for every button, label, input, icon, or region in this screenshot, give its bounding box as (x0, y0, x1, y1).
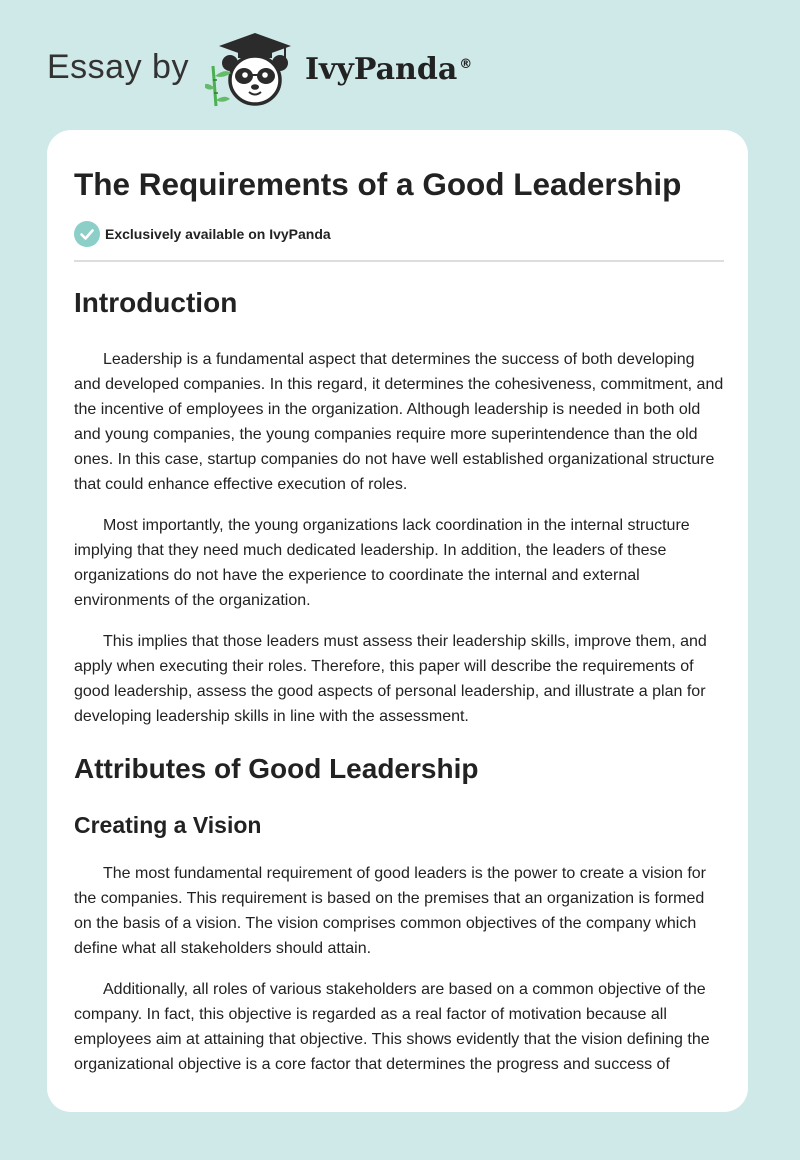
essay-title: The Requirements of a Good Leadership (74, 166, 682, 202)
section-heading-attributes: Attributes of Good Leadership (74, 753, 479, 784)
paragraph: This implies that those leaders must assess their leadership skills, improve them, and apply when executing their roles. Therefore, this paper will describe the requirements of good leadership, assess the good aspects of personal leadership, and illustrate a plan for developing leadership skills in line with the assessment. (74, 633, 707, 725)
exclusive-badge (74, 220, 724, 248)
brand-name (305, 52, 472, 87)
registered-mark: ® (459, 56, 473, 72)
essay-content (74, 162, 724, 1077)
title-divider (74, 260, 724, 262)
check-circle-icon (74, 221, 100, 247)
brand-header (47, 30, 472, 110)
paragraph: Most importantly, the young organizations lack coordination in the internal structure implying that they need much dedicated leadership. In addition, the leaders of these organizations do not have the experience to coordinate the internal and external environments of the organization. (74, 517, 690, 609)
paragraph: Additionally, all roles of various stakeholders are based on a common objective of the company. In fact, this objective is regarded as a real factor of motivation because all employees aim at attaining that objective. This shows evidently that the vision defining the organizational objective is a core factor that determines the progress and success of (74, 981, 710, 1073)
exclusive-badge-label: Exclusively available on IvyPanda (105, 226, 331, 242)
essay-card (47, 130, 748, 1112)
section-heading-introduction: Introduction (74, 287, 238, 318)
subsection-heading-vision: Creating a Vision (74, 812, 262, 838)
panda-logo-icon (205, 30, 301, 110)
brand-prefix: Essay by (47, 47, 189, 86)
paragraph: The most fundamental requirement of good leaders is the power to create a vision for the companies. This requirement is based on the premises that an organization is formed on the basis of a vision. The vision comprises common objectives of the company which define what all stakeholders should attain. (74, 865, 706, 957)
paragraph: Leadership is a fundamental aspect that determines the success of both developing and developed companies. In this regard, it determines the cohesiveness, commitment, and the incentive of employees in the organization. Although leadership is needed in both old and young companies, the young companies require more superintendence than the old ones. In this case, startup companies do not have well established organizational structure that could enhance effective execution of roles. (74, 351, 724, 493)
brand-name-text: IvyPanda (304, 51, 458, 87)
